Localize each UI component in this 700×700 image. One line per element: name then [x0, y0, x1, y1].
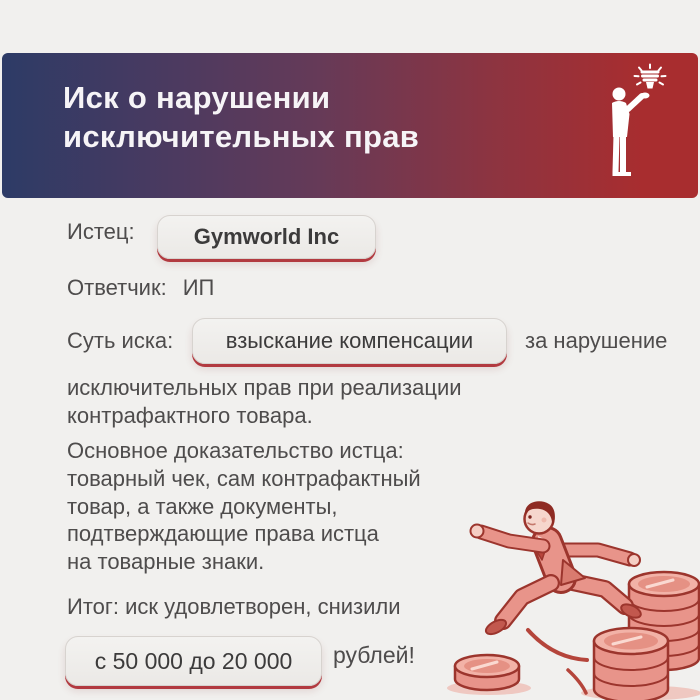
plaintiff-pill-button[interactable] [157, 215, 376, 259]
defendant-value: ИП [182, 275, 215, 300]
plaintiff-value: Gymworld Inc [193, 224, 340, 249]
claim-label: Суть иска: [67, 328, 174, 353]
evidence-line3: товар, а также документы, [67, 493, 338, 519]
evidence-line1: Основное доказательство истца: [67, 438, 404, 463]
businessman-jumping-over-coins-illustration [435, 490, 700, 700]
claim-line3: контрафактного товара. [67, 403, 313, 428]
plaintiff-label: Истец: [67, 219, 135, 244]
outcome-highlight-text: с 50 000 до 20 000 [94, 647, 293, 674]
claim-after-text: за нарушение [525, 328, 668, 353]
claim-highlight-text: взыскание компенсации [225, 328, 474, 353]
outcome-highlight-pill-button[interactable] [65, 636, 322, 686]
running-businessman-icon [471, 501, 643, 637]
outcome-after-text: рублей! [333, 642, 415, 668]
single-coin-icon [455, 655, 519, 690]
motion-arcs-icon [528, 630, 587, 693]
defendant-row [67, 275, 214, 301]
evidence-line4: подтверждающие права истца [67, 521, 379, 547]
man-with-lightbulb-icon [592, 63, 677, 188]
outcome-intro: Итог: иск удовлетворен, снизили [67, 594, 401, 619]
claim-continuation [67, 374, 462, 430]
evidence-paragraph [67, 437, 421, 576]
page-title [63, 79, 419, 156]
page-title-line2: исключительных прав [63, 118, 420, 154]
evidence-line5: на товарные знаки. [67, 549, 265, 575]
claim-line2: исключительных прав при реализации [67, 375, 462, 400]
page-title-line1: Иск о нарушении [63, 80, 331, 115]
evidence-line2: товарный чек, сам контрафактный [67, 465, 421, 491]
defendant-label: Ответчик: [67, 275, 167, 300]
coin-stack-front-icon [594, 628, 668, 700]
header-banner [2, 53, 698, 198]
claim-highlight-pill-button[interactable] [192, 318, 507, 364]
